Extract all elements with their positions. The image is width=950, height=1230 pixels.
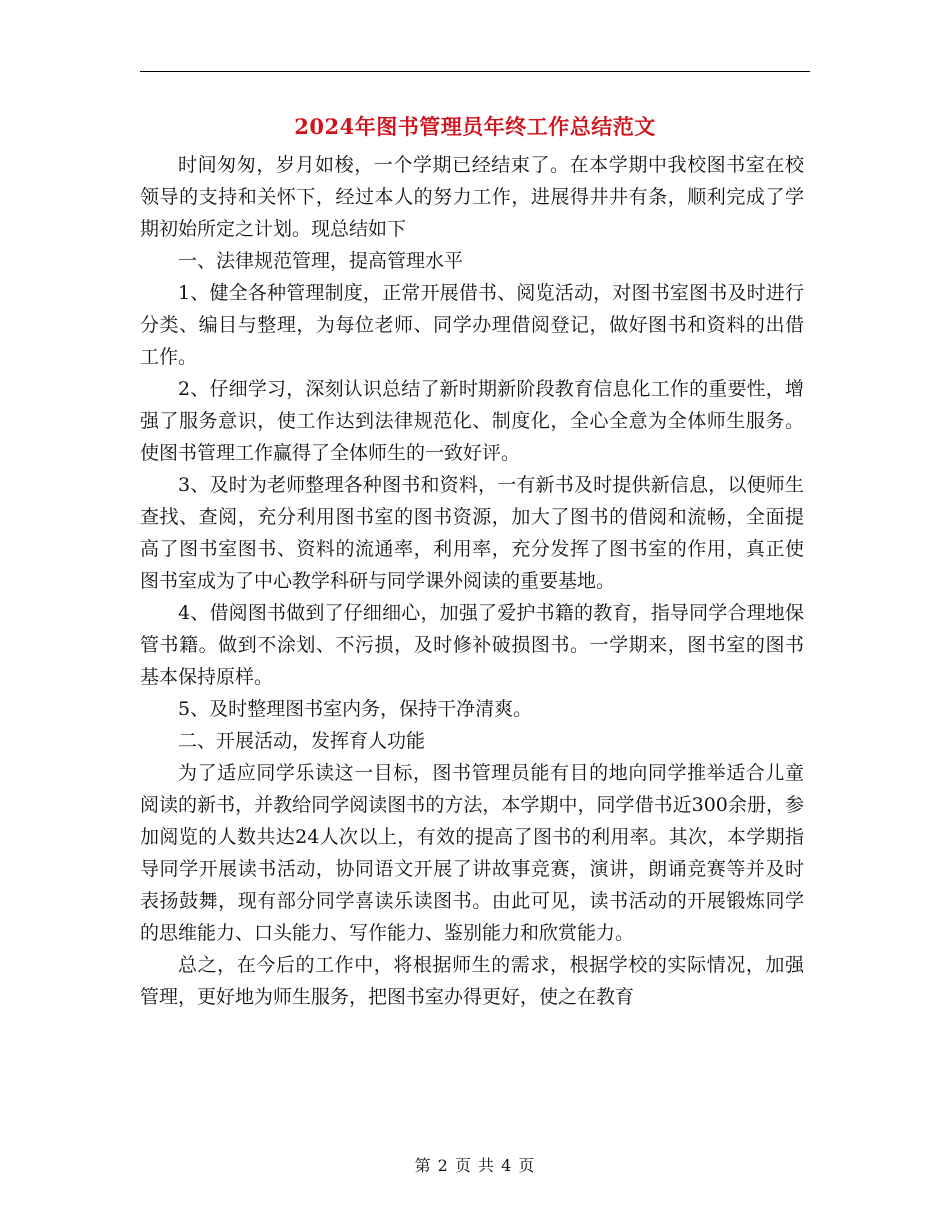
paragraph-activities: 为了适应同学乐读这一目标，图书管理员能有目的地向同学推举适合儿童阅读的新书，并教给同学阅读图书的方法，本学期中，同学借书近300余册，参加阅览的人数共达24人次以上，有效的提高了图书的利用率。其次，本学期指导同学开展读书活动，协同语文开展了讲故事竞赛，演讲，朗诵竞赛等并及时表扬鼓舞，现有部分同学喜读乐读图书。由此可见，读书活动的开展锻炼同学的思维能力、口头能力、写作能力、鉴别能力和欣赏能力。: [140, 762, 804, 944]
page-number-footer: 第 2 页 共 4 页: [414, 1156, 536, 1175]
paragraph-item-4: 4、借阅图书做到了仔细细心，加强了爱护书籍的教育，指导同学合理地保管书籍。做到不涂划、不污损，及时修补破损图书。一学期来，图书室的图书基本保持原样。: [140, 602, 804, 688]
document-title: 2024年图书管理员年终工作总结范文: [294, 114, 656, 139]
paragraph-item-3: 3、及时为老师整理各种图书和资料，一有新书及时提供新信息，以便师生查找、查阅，充分利用图书室的图书资源，加大了图书的借阅和流畅，全面提高了图书室图书、资料的流通率，利用率，充分发挥了图书室的作用，真正使图书室成为了中心教学科研与同学课外阅读的重要基地。: [140, 474, 804, 592]
section-heading-2: 二、开展活动，发挥育人功能: [178, 730, 426, 752]
paragraph-item-2: 2、仔细学习，深刻认识总结了新时期新阶段教育信息化工作的重要性，增强了服务意识，使工作达到法律规范化、制度化，全心全意为全体师生服务。使图书管理工作赢得了全体师生的一致好评。: [140, 378, 804, 464]
paragraph-intro: 时间匆匆，岁月如梭，一个学期已经结束了。在本学期中我校图书室在校领导的支持和关怀下，经过本人的努力工作，进展得井井有条，顺利完成了学期初始所定之计划。现总结如下: [140, 154, 804, 240]
paragraph-conclusion: 总之，在今后的工作中，将根据师生的需求，根据学校的实际情况，加强管理，更好地为师生服务，把图书室办得更好，使之在教育: [140, 954, 804, 1008]
section-heading-1: 一、法律规范管理，提高管理水平: [178, 250, 464, 272]
header-rule: [140, 71, 810, 72]
paragraph-item-5: 5、及时整理图书室内务，保持干净清爽。: [178, 698, 533, 720]
paragraph-item-1: 1、健全各种管理制度，正常开展借书、阅览活动，对图书室图书及时进行分类、编目与整理，为每位老师、同学办理借阅登记，做好图书和资料的出借工作。: [140, 282, 804, 368]
document-body: [140, 149, 804, 1013]
